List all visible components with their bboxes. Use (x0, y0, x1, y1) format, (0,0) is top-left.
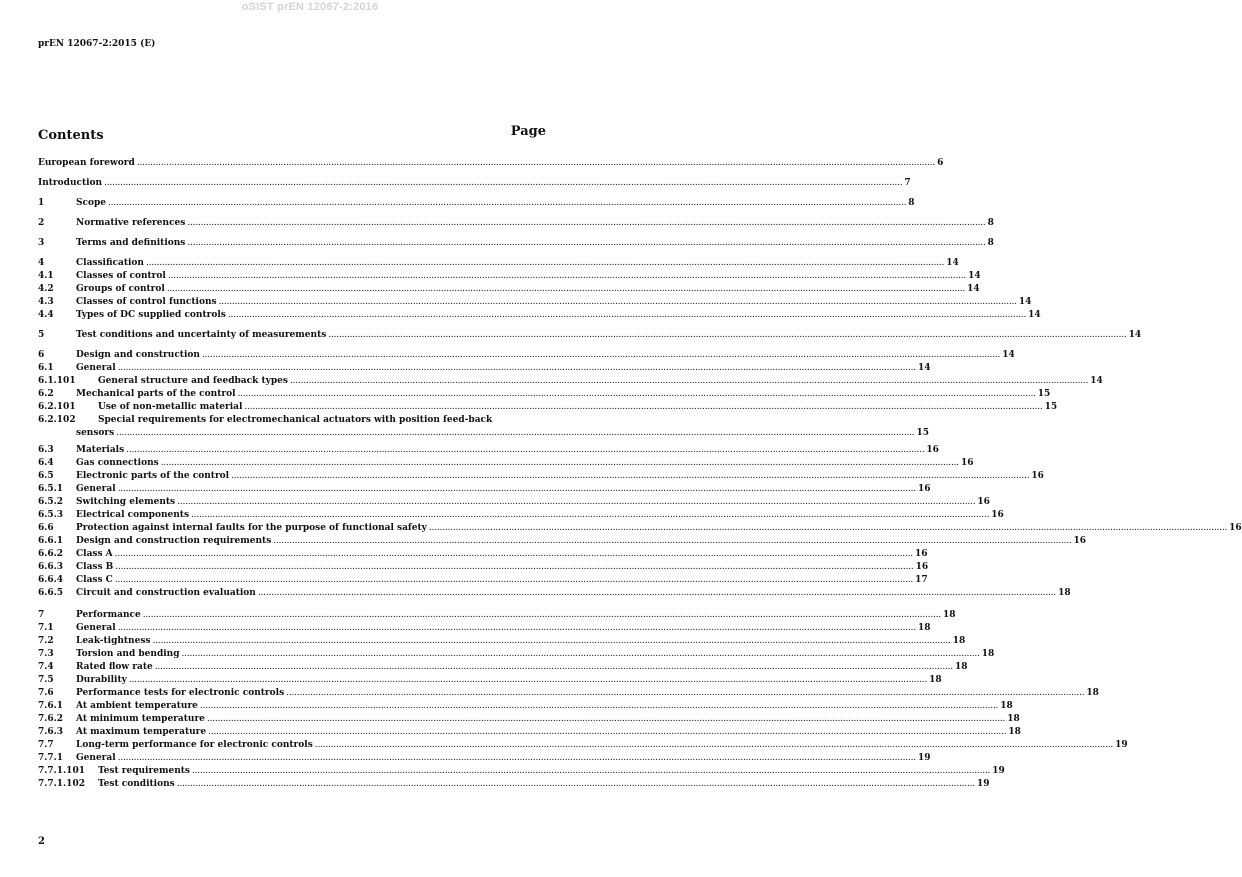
dot-leader: ............................................................................................................................................................................................................................................................................................................ (176, 779, 975, 789)
toc-entry[interactable] (38, 548, 928, 560)
toc-entry-number: 7.7.1.101 (38, 766, 85, 776)
toc-entry[interactable] (38, 483, 931, 495)
toc-entry-title: Performance (76, 610, 141, 620)
toc-entry[interactable] (38, 217, 994, 229)
toc-entry-number: 6.2 (38, 389, 54, 399)
dot-leader: ............................................................................................................................................................................................................................................................................................................ (154, 662, 953, 672)
dot-leader: ............................................................................................................................................................................................................................................................................................................ (208, 727, 1007, 737)
toc-entry-number: 7.6.1 (38, 701, 64, 711)
toc-entry-title: Types of DC supplied controls (76, 310, 226, 320)
dot-leader: ............................................................................................................................................................................................................................................................................................................ (177, 497, 976, 507)
toc-entry-number: 6.5.2 (38, 497, 64, 507)
toc-entry-number: 4.2 (38, 284, 54, 294)
toc-entry-page: 14 (1002, 350, 1015, 360)
toc-entry-title: Electronic parts of the control (76, 471, 230, 481)
toc-entry-page: 6 (937, 158, 944, 168)
toc-entry-title: Switching elements (76, 497, 176, 507)
dot-leader: ............................................................................................................................................................................................................................................................................................................ (108, 198, 907, 208)
toc-entry-title: General (76, 623, 116, 633)
toc-entry-page: 18 (952, 636, 966, 646)
toc-entry-number: 6.6.1 (38, 536, 64, 546)
toc-entry-title: At minimum temperature (76, 714, 205, 724)
toc-entry-number: 7.3 (38, 649, 54, 659)
toc-entry-number: 6 (38, 350, 45, 360)
toc-entry-page: 15 (1037, 389, 1051, 399)
dot-leader: ............................................................................................................................................................................................................................................................................................................ (128, 675, 928, 685)
dot-leader: ............................................................................................................................................................................................................................................................................................................ (117, 753, 916, 763)
toc-entry[interactable] (38, 700, 1013, 712)
watermark: oSIST prEN 12067-2:2016 (241, 1, 379, 13)
toc-entry-number: 4.3 (38, 297, 54, 307)
toc-entry-page: 14 (1090, 376, 1103, 386)
toc-entry-number: 6.3 (38, 445, 54, 455)
toc-entry[interactable] (38, 726, 1021, 738)
toc-entry-title: Materials (76, 445, 125, 455)
toc-entry-page: 16 (926, 445, 939, 455)
toc-entry-page: 14 (1128, 330, 1142, 340)
toc-entry-page: 17 (915, 575, 928, 585)
toc-entry-title: Circuit and construction evaluation (76, 588, 256, 598)
toc-entry[interactable] (38, 635, 966, 647)
toc-entry-page: 14 (1028, 310, 1041, 320)
dot-leader: ............................................................................................................................................................................................................................................................................................................ (237, 389, 1036, 399)
toc-entry-page: 19 (992, 766, 1005, 776)
toc-entry-number: 4.1 (38, 271, 54, 281)
toc-entry-number: 7 (38, 610, 45, 620)
toc-entry-page: 8 (987, 218, 994, 228)
toc-entry[interactable] (38, 270, 981, 282)
toc-entry-title: General structure and feedback types (98, 376, 288, 386)
toc-entry-number: 4.4 (38, 310, 54, 320)
toc-entry-number: 7.7.1.102 (38, 779, 85, 789)
dot-leader: ............................................................................................................................................................................................................................................................................................................ (116, 428, 915, 438)
toc-entry-title: Classes of control functions (76, 297, 217, 307)
toc-entry[interactable] (38, 296, 1032, 308)
toc-entry-page: 18 (1000, 701, 1013, 711)
dot-leader: ............................................................................................................................................................................................................................................................................................................ (187, 238, 986, 248)
toc-entry[interactable] (38, 470, 1044, 482)
toc-entry-page: 14 (1018, 297, 1032, 307)
contents-title: Contents (38, 128, 104, 143)
toc-entry[interactable] (38, 535, 1087, 547)
toc-entry-page: 15 (1044, 402, 1058, 412)
dot-leader: ............................................................................................................................................................................................................................................................................................................ (273, 536, 1072, 546)
toc-entry-number: 6.6.4 (38, 575, 64, 585)
toc-entry-page: 19 (917, 753, 931, 763)
toc-entry-number: 6.1 (38, 363, 54, 373)
toc-entry-page: 18 (981, 649, 995, 659)
toc-entry-page: 16 (917, 484, 931, 494)
toc-entry[interactable] (38, 362, 931, 374)
toc-entry-number: 6.6.5 (38, 588, 64, 598)
toc-entry-number: 6.6.2 (38, 549, 64, 559)
toc-entry-page: 16 (1031, 471, 1044, 481)
toc-entry-page: 18 (954, 662, 968, 672)
toc-entry-title: Design and construction requirements (76, 536, 272, 546)
toc-entry[interactable] (38, 713, 1020, 725)
dot-leader: ............................................................................................................................................................................................................................................................................................................ (114, 575, 914, 585)
dot-leader: ............................................................................................................................................................................................................................................................................................................ (167, 271, 967, 281)
dot-leader: ............................................................................................................................................................................................................................................................................................................ (191, 766, 991, 776)
dot-leader: ............................................................................................................................................................................................................................................................................................................ (145, 258, 945, 268)
dot-leader: ............................................................................................................................................................................................................................................................................................................ (115, 562, 914, 572)
toc-entry-page: 18 (1008, 727, 1021, 737)
toc-entry-number: 2 (38, 218, 45, 228)
toc-entry-title: Special requirements for electromechanical actuators with position feed-back (98, 415, 493, 425)
dot-leader: ............................................................................................................................................................................................................................................................................................................ (187, 218, 986, 228)
toc-entry-title: Design and construction (76, 350, 200, 360)
toc-entry-title: Gas connections (76, 458, 159, 468)
toc-entry-number: 7.4 (38, 662, 54, 672)
toc-entry[interactable] (38, 765, 1005, 777)
toc-entry[interactable] (38, 414, 930, 438)
toc-entry-title: Scope (76, 198, 107, 208)
toc-entry-title: General (76, 484, 116, 494)
toc-entry[interactable] (38, 622, 931, 634)
toc-entry[interactable] (38, 674, 942, 686)
toc-entry-page: 19 (976, 779, 990, 789)
toc-entry-page: 18 (1058, 588, 1071, 598)
toc-entry[interactable] (38, 177, 911, 189)
toc-entry-page: 18 (942, 610, 956, 620)
toc-entry-title: Test requirements (98, 766, 190, 776)
dot-leader: ............................................................................................................................................................................................................................................................................................................ (201, 350, 1001, 360)
toc-entry[interactable] (38, 457, 974, 469)
toc-entry-page: 16 (960, 458, 974, 468)
toc-entry-page: 16 (914, 549, 928, 559)
toc-entry-title: Use of non-metallic material (98, 402, 243, 412)
toc-entry-page: 16 (1073, 536, 1087, 546)
toc-entry-page: 18 (917, 623, 931, 633)
dot-leader: ............................................................................................................................................................................................................................................................................................................ (152, 636, 951, 646)
toc-entry-title: At maximum temperature (76, 727, 207, 737)
toc-entry-number: 7.6 (38, 688, 54, 698)
toc-entry-page: 14 (968, 271, 981, 281)
toc-entry-number: 6.4 (38, 458, 54, 468)
toc-entry-number: 6.2.101 (38, 402, 76, 412)
page-number: 2 (38, 836, 45, 847)
contents-heading (38, 124, 546, 143)
toc-entry-title: Class A (76, 549, 113, 559)
toc-entry-title: Long-term performance for electronic controls (76, 740, 313, 750)
toc-entry-title: Electrical components (76, 510, 190, 520)
dot-leader: ............................................................................................................................................................................................................................................................................................................ (117, 363, 916, 373)
toc-entry[interactable] (38, 329, 1142, 341)
dot-leader: ............................................................................................................................................................................................................................................................................................................ (191, 510, 990, 520)
toc-entry-title: Normative references (76, 218, 186, 228)
dot-leader: ............................................................................................................................................................................................................................................................................................................ (244, 402, 1043, 412)
dot-leader: ............................................................................................................................................................................................................................................................................................................ (206, 714, 1006, 724)
toc-entry-number: 6.5.3 (38, 510, 64, 520)
toc-entry-number: 7.1 (38, 623, 54, 633)
toc-entry-page: 16 (991, 510, 1004, 520)
dot-leader: ............................................................................................................................................................................................................................................................................................................ (136, 158, 936, 168)
toc-entry-number: 6.1.101 (38, 376, 76, 386)
toc-entry-title: Terms and definitions (76, 238, 186, 248)
toc-entry-number: 6.2.102 (38, 415, 76, 425)
toc-entry-number: 7.6.2 (38, 714, 64, 724)
toc-entry-title: Introduction (38, 178, 103, 188)
dot-leader: ............................................................................................................................................................................................................................................................................................................ (117, 484, 916, 494)
page-column-label: Page (510, 124, 546, 139)
dot-leader: ............................................................................................................................................................................................................................................................................................................ (286, 688, 1085, 698)
toc-entry-page: 16 (915, 562, 929, 572)
toc-entry-page: 16 (977, 497, 990, 507)
dot-leader: ............................................................................................................................................................................................................................................................................................................ (114, 549, 913, 559)
toc-entry[interactable] (38, 257, 959, 269)
toc-entry-page: 15 (916, 428, 930, 438)
toc-entry[interactable] (38, 739, 1128, 751)
toc-entry-number: 4 (38, 258, 45, 268)
toc-entry[interactable] (38, 444, 939, 456)
toc-entry-number: 6.6 (38, 523, 54, 533)
toc-entry-title: Durability (76, 675, 127, 685)
toc-entry-title: Classification (76, 258, 144, 268)
toc-entry-page: 19 (1115, 740, 1128, 750)
toc-entry-title: Protection against internal faults for the purpose of functional safety (76, 523, 427, 533)
toc-entry-title: Test conditions (98, 779, 175, 789)
dot-leader: ............................................................................................................................................................................................................................................................................................................ (104, 178, 903, 188)
document-id: prEN 12067-2:2015 (E) (38, 39, 156, 49)
toc-entry-page: 7 (904, 178, 911, 188)
toc-entry-number: 3 (38, 238, 45, 248)
toc-entry-title: Class B (76, 562, 114, 572)
toc-entry[interactable] (38, 574, 928, 586)
toc-entry[interactable] (38, 496, 990, 508)
toc-entry[interactable] (38, 661, 968, 673)
toc-entry-title: European foreword (38, 158, 135, 168)
toc-entry[interactable] (38, 587, 1071, 599)
dot-leader: ............................................................................................................................................................................................................................................................................................................ (126, 445, 925, 455)
toc-entry-title: Rated flow rate (76, 662, 153, 672)
toc-entry[interactable] (38, 648, 995, 660)
toc-entry-title: Groups of control (76, 284, 165, 294)
toc-entry-number: 6.6.3 (38, 562, 64, 572)
toc-entry-page: 8 (908, 198, 915, 208)
toc-entry-number: 6.5.1 (38, 484, 64, 494)
dot-leader: ............................................................................................................................................................................................................................................................................................................ (117, 623, 916, 633)
toc-entry[interactable] (38, 752, 931, 764)
toc-entry-number: 7.7 (38, 740, 54, 750)
toc-entry[interactable] (38, 687, 1099, 699)
toc-entry-title: Torsion and bending (76, 649, 180, 659)
toc-entry-title: Mechanical parts of the control (76, 389, 236, 399)
toc-entry-title: At ambient temperature (76, 701, 198, 711)
toc-entry-page: 8 (987, 238, 994, 248)
dot-leader: ............................................................................................................................................................................................................................................................................................................ (231, 471, 1030, 481)
toc-entry[interactable] (38, 349, 1015, 361)
toc-entry-title: Classes of control (76, 271, 166, 281)
dot-leader: ............................................................................................................................................................................................................................................................................................................ (314, 740, 1114, 750)
toc-entry-page: 14 (917, 363, 931, 373)
toc-entry[interactable] (38, 509, 1004, 521)
toc-entry-number: 7.2 (38, 636, 54, 646)
dot-leader: ............................................................................................................................................................................................................................................................................................................ (257, 588, 1057, 598)
toc-entry-number: 1 (38, 198, 45, 208)
toc-entry-title: General (76, 753, 116, 763)
dot-leader: ............................................................................................................................................................................................................................................................................................................ (160, 458, 959, 468)
toc-entry[interactable] (38, 375, 1103, 387)
toc-entry[interactable] (38, 561, 929, 573)
toc-entry-page: 18 (929, 675, 942, 685)
toc-entry[interactable] (38, 309, 1041, 321)
toc-entry-title: Test conditions and uncertainty of measurements (76, 330, 327, 340)
toc-entry-page: 18 (1086, 688, 1099, 698)
toc-entry-page: 14 (967, 284, 980, 294)
toc-entry-title-continued: sensors (76, 428, 115, 438)
dot-leader: ............................................................................................................................................................................................................................................................................................................ (227, 310, 1027, 320)
dot-leader: ............................................................................................................................................................................................................................................................................................................ (289, 376, 1089, 386)
dot-leader: ............................................................................................................................................................................................................................................................................................................ (166, 284, 966, 294)
toc-entry-title: Leak-tightness (76, 636, 151, 646)
toc-entry-title: Class C (76, 575, 113, 585)
toc-entry-page: 18 (1007, 714, 1020, 724)
toc-entry-title: General (76, 363, 116, 373)
toc-entry[interactable] (38, 197, 915, 209)
toc-entry[interactable] (38, 388, 1051, 400)
toc-entry[interactable] (38, 401, 1058, 413)
toc-entry-page: 16 (1229, 523, 1242, 533)
toc-entry[interactable] (38, 157, 944, 169)
toc-entry[interactable] (38, 609, 956, 621)
toc-entry-title: Performance tests for electronic controls (76, 688, 285, 698)
toc-entry-number: 5 (38, 330, 45, 340)
toc-entry[interactable] (38, 283, 980, 295)
toc-entry-number: 7.6.3 (38, 727, 64, 737)
toc-entry[interactable] (38, 778, 990, 790)
dot-leader: ............................................................................................................................................................................................................................................................................................................ (428, 523, 1228, 533)
dot-leader: ............................................................................................................................................................................................................................................................................................................ (199, 701, 999, 711)
toc-entry-number: 7.5 (38, 675, 54, 685)
toc-entry[interactable] (38, 522, 1242, 534)
toc-entry-number: 7.7.1 (38, 753, 64, 763)
toc-entry[interactable] (38, 237, 994, 249)
dot-leader: ............................................................................................................................................................................................................................................................................................................ (181, 649, 980, 659)
toc-entry-page: 14 (946, 258, 959, 268)
dot-leader: ............................................................................................................................................................................................................................................................................................................ (218, 297, 1017, 307)
dot-leader: ............................................................................................................................................................................................................................................................................................................ (328, 330, 1127, 340)
toc-entry-number: 6.5 (38, 471, 54, 481)
dot-leader: ............................................................................................................................................................................................................................................................................................................ (142, 610, 941, 620)
